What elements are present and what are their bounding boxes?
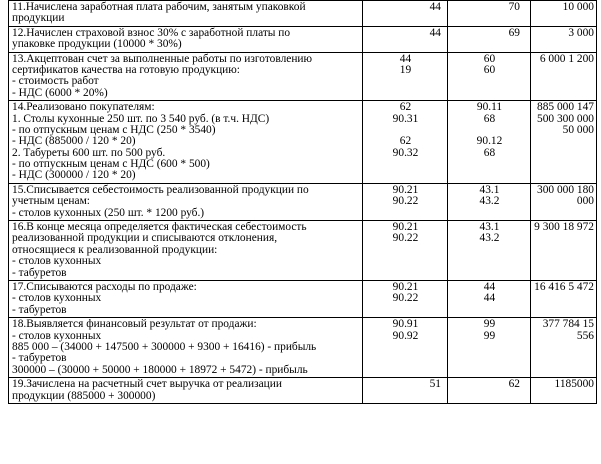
table-row <box>9 101 597 184</box>
debit-account: 90.91 90.92 <box>363 318 448 378</box>
credit-account: 70 <box>448 1 531 27</box>
operation-description: 12.Начислен страховой взнос 30% с заработной платы по упаковке продукции (10000 * 30%) <box>9 26 363 52</box>
amount: 9 300 18 972 <box>531 221 597 281</box>
debit-account: 51 <box>363 378 448 404</box>
operation-description: 19.Зачислена на расчетный счет выручка от реализации продукции (885000 + 300000) <box>9 378 363 404</box>
debit-account: 62 90.31 62 90.32 <box>363 101 448 184</box>
amount: 885 000 147 500 300 000 50 000 <box>531 101 597 184</box>
credit-account: 60 60 <box>448 52 531 101</box>
amount: 377 784 15 556 <box>531 318 597 378</box>
amount: 1185000 <box>531 378 597 404</box>
operation-description: 13.Акцептован счет за выполненные работы по изготовлению сертификатов качества на готовую продукцию: - стоимость работ - НДС (6000 * 20%) <box>9 52 363 101</box>
operation-description: 11.Начислена заработная плата рабочим, занятым упаковкой продукции <box>9 1 363 27</box>
table-row <box>9 183 597 220</box>
amount: 16 416 5 472 <box>531 280 597 317</box>
table-row <box>9 221 597 281</box>
credit-account: 90.11 68 90.12 68 <box>448 101 531 184</box>
debit-account: 90.21 90.22 <box>363 280 448 317</box>
operation-description: 14.Реализовано покупателям: 1. Столы кухонные 250 шт. по 3 540 руб. (в т.ч. НДС) - по отпускным ценам с НДС (250 * 3540) - НДС (885000 / 120 * 20) 2. Табуреты 600 шт. по 500 руб. - по отпускным ценам с НДС (600 * 500) - НДС (300000 / 120 * 20) <box>9 101 363 184</box>
table-row <box>9 1 597 27</box>
operation-description: 18.Выявляется финансовый результат от продажи: - столов кухонных 885 000 – (34000 + 147500 + 300000 + 9300 + 16416) - прибыль - табуретов 300000 – (30000 + 50000 + 180000 + 18972 + 5472) - прибыль <box>9 318 363 378</box>
amount: 3 000 <box>531 26 597 52</box>
credit-account: 43.1 43.2 <box>448 221 531 281</box>
debit-account: 44 <box>363 1 448 27</box>
debit-account: 90.21 90.22 <box>363 221 448 281</box>
table-row <box>9 378 597 404</box>
table-row <box>9 52 597 101</box>
table-row <box>9 26 597 52</box>
journal-table <box>8 0 597 404</box>
operation-description: 17.Списываются расходы по продаже: - столов кухонных - табуретов <box>9 280 363 317</box>
debit-account: 44 19 <box>363 52 448 101</box>
debit-account: 90.21 90.22 <box>363 183 448 220</box>
amount: 6 000 1 200 <box>531 52 597 101</box>
credit-account: 69 <box>448 26 531 52</box>
credit-account: 44 44 <box>448 280 531 317</box>
operation-description: 16.В конце месяца определяется фактическая себестоимость реализованной продукции и списываются отклонения, относящиеся к реализованной продукции: - столов кухонных - табуретов <box>9 221 363 281</box>
table-row <box>9 318 597 378</box>
amount: 300 000 180 000 <box>531 183 597 220</box>
debit-account: 44 <box>363 26 448 52</box>
credit-account: 99 99 <box>448 318 531 378</box>
operation-description: 15.Списывается себестоимость реализованной продукции по учетным ценам: - столов кухонных (250 шт. * 1200 руб.) <box>9 183 363 220</box>
credit-account: 43.1 43.2 <box>448 183 531 220</box>
table-row <box>9 280 597 317</box>
amount: 10 000 <box>531 1 597 27</box>
credit-account: 62 <box>448 378 531 404</box>
